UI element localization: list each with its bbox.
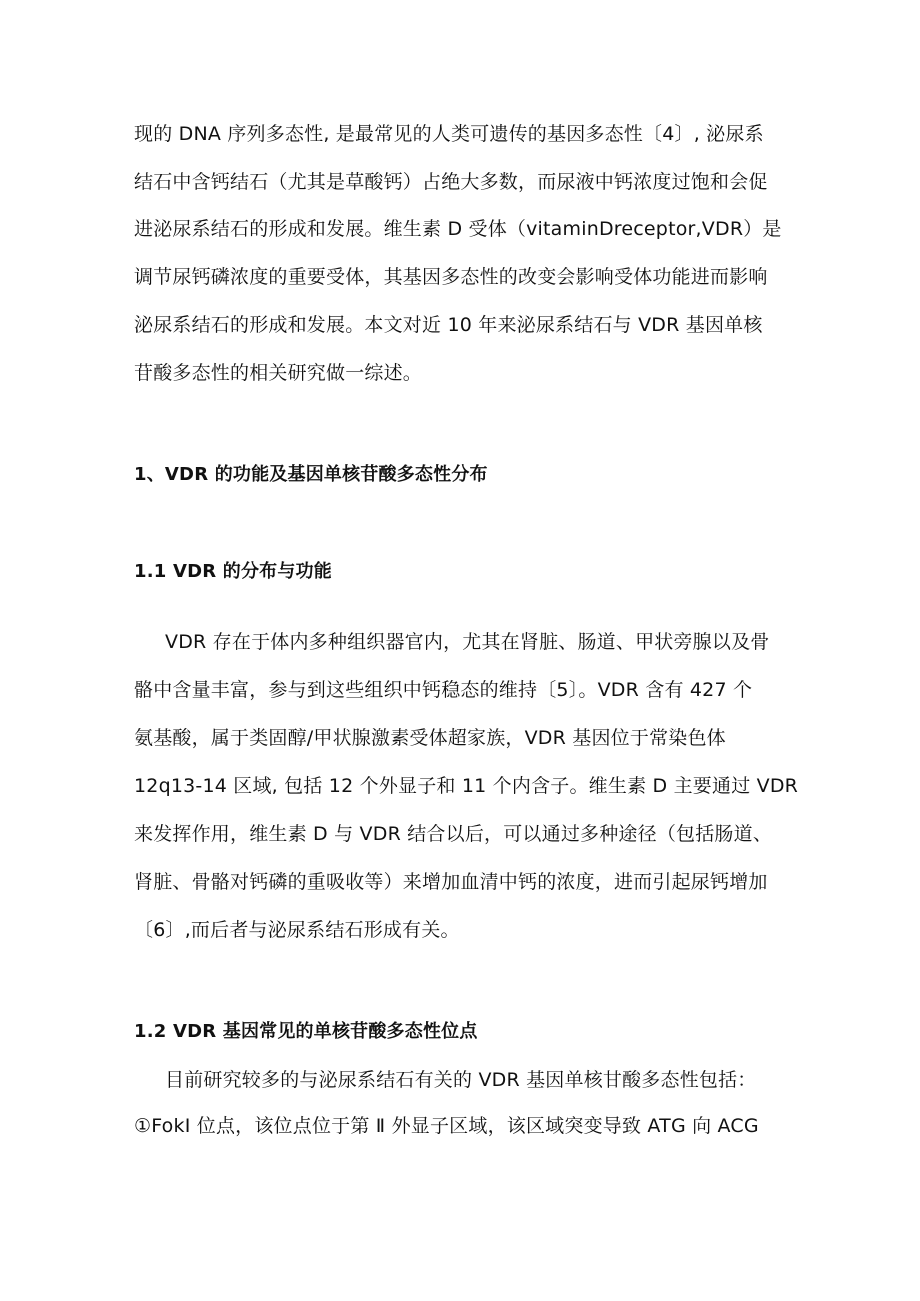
intro-line-4: 调节尿钙磷浓度的重要受体，其基因多态性的改变会影响受体功能进而影响 (134, 266, 768, 288)
para-1-2-line-2: ①FokI 位点，该位点位于第 Ⅱ 外显子区域，该区域突变导致 ATG 向 ACG (134, 1115, 759, 1137)
para-1-2-line-1: 目前研究较多的与泌尿系结石有关的 VDR 基因单核甘酸多态性包括： (165, 1069, 757, 1091)
para-1-1-line-6: 肾脏、骨骼对钙磷的重吸收等）来增加血清中钙的浓度，进而引起尿钙增加 (134, 871, 768, 893)
para-1-1-line-1: VDR 存在于体内多种组织器官内，尤其在肾脏、肠道、甲状旁腺以及骨 (165, 631, 770, 653)
para-1-1-line-3: 氨基酸，属于类固醇/甲状腺激素受体超家族，VDR 基因位于常染色体 (134, 727, 726, 749)
intro-line-2: 结石中含钙结石（尤其是草酸钙）占绝大多数，而尿液中钙浓度过饱和会促 (134, 171, 768, 193)
intro-line-5: 泌尿系结石的形成和发展。本文对近 10 年来泌尿系结石与 VDR 基因单核 (134, 314, 763, 336)
para-1-1-line-7: 〔6〕,而后者与泌尿系结石形成有关。 (134, 919, 460, 941)
para-1-1-line-4: 12q13-14 区域, 包括 12 个外显子和 11 个内含子。维生素 D 主要通过 VDR (134, 775, 799, 797)
section-heading-1: 1、VDR 的功能及基因单核苷酸多态性分布 (134, 464, 488, 485)
section-heading-1-1: 1.1 VDR 的分布与功能 (134, 561, 332, 582)
para-1-1-line-2: 骼中含量丰富，参与到这些组织中钙稳态的维持〔5〕。VDR 含有 427 个 (134, 679, 753, 701)
section-heading-1-2: 1.2 VDR 基因常见的单核苷酸多态性位点 (134, 1021, 478, 1042)
intro-line-6: 苷酸多态性的相关研究做一综述。 (134, 362, 423, 384)
intro-line-1: 现的 DNA 序列多态性, 是最常见的人类可遗传的基因多态性〔4〕, 泌尿系 (134, 123, 764, 145)
intro-line-3: 进泌尿系结石的形成和发展。维生素 D 受体（vitaminDreceptor,VDR）是 (134, 218, 782, 240)
para-1-1-line-5: 来发挥作用，维生素 D 与 VDR 结合以后，可以通过多种途径（包括肠道、 (134, 823, 773, 845)
